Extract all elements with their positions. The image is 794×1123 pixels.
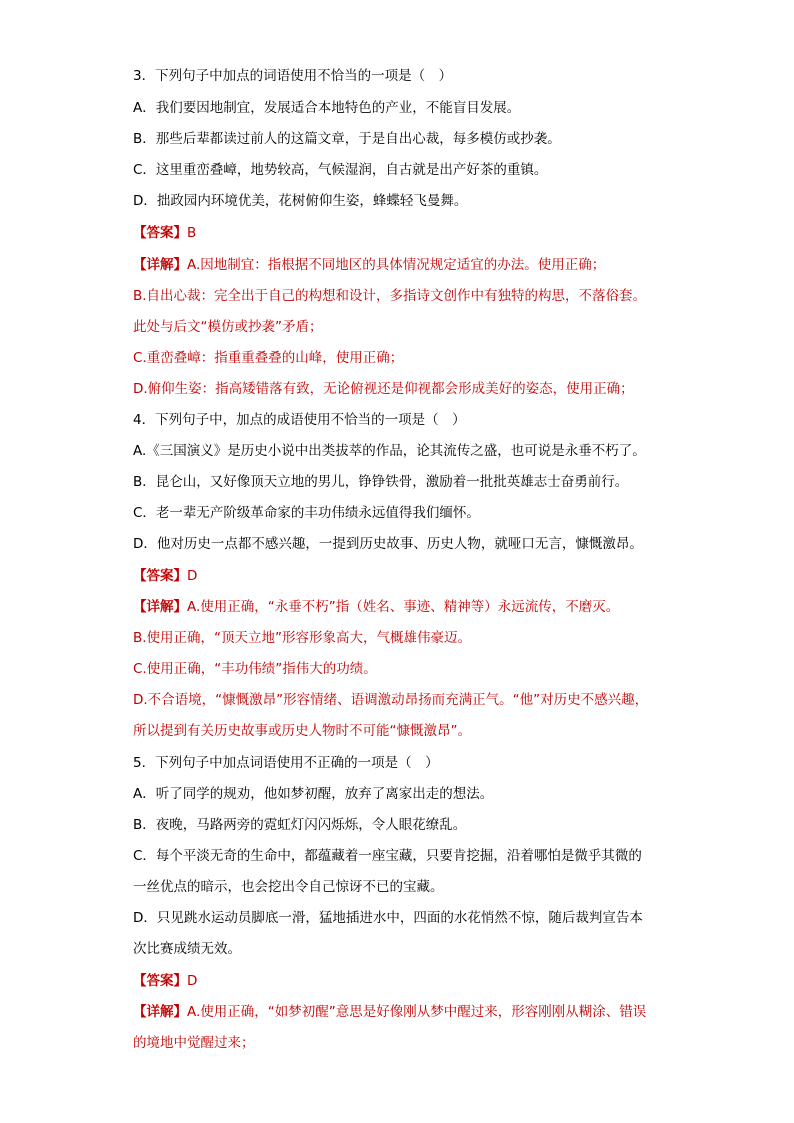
question-3-option-b: B．那些后辈都读过前人的这篇文章，于是自出心裁，每多模仿或抄袭。 [133, 131, 561, 147]
answer-tag: 【答案】 [133, 225, 187, 241]
question-4-answer [133, 566, 197, 586]
question-4-option-a: A.《三国演义》是历史小说中出类拔萃的作品，论其流传之盛，也可说是永垂不朽了。 [133, 443, 646, 459]
question-4-option-d: D．他对历史一点都不感兴趣，一提到历史故事、历史人物，就哑口无言，慷慨激昂。 [133, 536, 643, 552]
question-4-detail-d-line2: 所以提到有关历史故事或历史人物时不可能“慷慨激昂”。 [133, 723, 471, 739]
question-5-option-a: A．听了同学的规劝，他如梦初醒，放弃了离家出走的想法。 [133, 786, 494, 802]
question-4-detail-d-line1: D.不合语境，“慷慨激昂”形容情绪、语调激动昂扬而充满正气。“他”对历史不感兴趣， [133, 692, 649, 708]
answer-tag: 【答案】 [133, 973, 187, 989]
question-4-detail-c: C.使用正确，“丰功伟绩”指伟大的功绩。 [133, 661, 377, 677]
answer-value: D [187, 973, 198, 989]
answer-value: D [187, 568, 198, 584]
detail-text: A.因地制宜：指根据不同地区的具体情况规定适宜的办法。使用正确； [187, 257, 606, 273]
question-3-detail-c: C.重峦叠嶂：指重重叠叠的山峰，使用正确； [133, 350, 404, 366]
detail-tag: 【详解】 [133, 257, 187, 273]
question-4-detail-a [133, 597, 619, 617]
question-3-detail-b-line2: 此处与后文“模仿或抄袭”矛盾； [133, 319, 323, 335]
detail-text: A.使用正确，“永垂不朽”指（姓名、事迹、精神等）永远流传，不磨灭。 [187, 599, 620, 615]
question-4-detail-b: B.使用正确，“顶天立地”形容形象高大，气概雄伟豪迈。 [133, 630, 472, 646]
question-3-detail-d: D.俯仰生姿：指高矮错落有致，无论俯视还是仰视都会形成美好的姿态，使用正确； [133, 381, 634, 397]
detail-text: A.使用正确，“如梦初醒”意思是好像刚从梦中醒过来，形容刚刚从糊涂、错误 [187, 1004, 647, 1020]
answer-value: B [187, 225, 197, 241]
question-5-answer [133, 971, 197, 991]
question-4-option-c: C．老一辈无产阶级革命家的丰功伟绩永远值得我们缅怀。 [133, 505, 480, 521]
question-3-detail-b-line1: B.自出心裁：完全出于自己的构想和设计，多指诗文创作中有独特的构思，不落俗套。 [133, 288, 647, 304]
question-5-stem: 5．下列句子中加点词语使用不正确的一项是（ ） [133, 755, 439, 771]
question-5-detail-a-line2: 的境地中觉醒过来； [133, 1035, 255, 1051]
detail-tag: 【详解】 [133, 599, 187, 615]
question-5-option-d-line2: 次比赛成绩无效。 [133, 941, 241, 957]
question-3-detail-a [133, 255, 605, 275]
question-3-answer [133, 223, 196, 243]
answer-tag: 【答案】 [133, 568, 187, 584]
question-5-option-b: B．夜晚，马路两旁的霓虹灯闪闪烁烁，令人眼花缭乱。 [133, 817, 467, 833]
detail-tag: 【详解】 [133, 1004, 187, 1020]
question-4-stem: 4．下列句子中，加点的成语使用不恰当的一项是（ ） [133, 412, 466, 428]
question-3-option-d: D．拙政园内环境优美，花树俯仰生姿，蜂蝶轻飞曼舞。 [133, 193, 468, 209]
question-3-option-c: C．这里重峦叠嶂，地势较高，气候湿润，自古就是出产好茶的重镇。 [133, 162, 548, 178]
question-3-option-a: A．我们要因地制宜，发展适合本地特色的产业，不能盲目发展。 [133, 100, 521, 116]
question-5-option-d-line1: D．只见跳水运动员脚底一滑，猛地插进水中，四面的水花悄然不惊，随后裁判宣告本 [133, 910, 643, 926]
question-4-option-b: B．昆仑山，又好像顶天立地的男儿，铮铮铁骨，激励着一批批英雄志士奋勇前行。 [133, 474, 629, 490]
question-5-option-c-line1: C．每个平淡无奇的生命中，都蕴藏着一座宝藏，只要肯挖掘，沿着哪怕是微乎其微的 [133, 848, 642, 864]
question-5-detail-a-line1 [133, 1002, 646, 1022]
question-5-option-c-line2: 一丝优点的暗示，也会挖出令自己惊讶不已的宝藏。 [133, 879, 444, 895]
question-3-stem: 3．下列句子中加点的词语使用不恰当的一项是（ ） [133, 68, 453, 84]
